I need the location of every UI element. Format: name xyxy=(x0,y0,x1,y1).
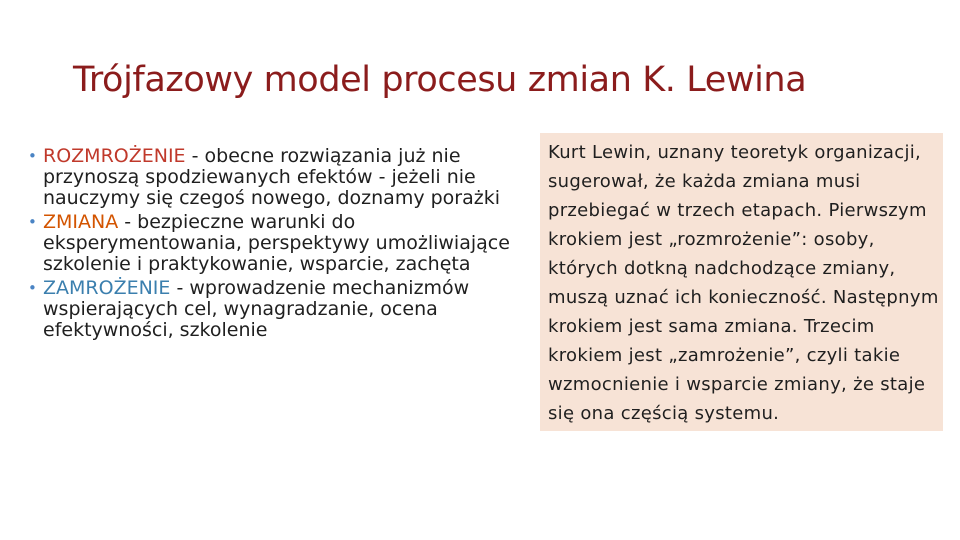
bullet-dot-icon: • xyxy=(28,279,37,297)
note-text: Kurt Lewin, uznany teoretyk organizacji, sugerował, że każda zmiana musi przebiegać w trzech etapach. Pierwszym krokiem jest „rozmrożenie”: osoby, których dotkną nadchodzące zmiany, muszą uznać ich konieczność. Następnym krokiem jest sama zmiana. Trzecim krokiem jest „zamrożenie”, czyli takie wzmocnienie i wsparcie zmiany, że staje się ona częścią systemu. xyxy=(548,142,939,424)
bullet-keyword: ZAMROŻENIE xyxy=(43,277,171,299)
slide-title: Trójfazowy model procesu zmian K. Lewina xyxy=(73,60,807,100)
bullet-text: - bezpieczne warunki do eksperymentowania, perspektywy umożliwiające szkolenie i praktykowanie, wsparcie, zachęta xyxy=(43,211,510,275)
bullet-item-rozmrozenie xyxy=(28,146,512,209)
bullet-keyword: ROZMROŻENIE xyxy=(43,145,186,167)
bullet-text: - wprowadzenie mechanizmów wspierających cel, wynagradzanie, ocena efektywności, szkolenie xyxy=(43,277,470,341)
bullet-dot-icon: • xyxy=(28,147,37,165)
bullet-dot-icon: • xyxy=(28,213,37,231)
bullet-text: - obecne rozwiązania już nie przynoszą spodziewanych efektów - jeżeli nie nauczymy się czegoś nowego, doznamy porażki xyxy=(43,145,501,209)
bullet-keyword: ZMIANA xyxy=(43,211,119,233)
bullet-list xyxy=(28,146,512,344)
bullet-item-zmiana xyxy=(28,212,512,275)
bullet-item-zamrozenie xyxy=(28,278,512,341)
